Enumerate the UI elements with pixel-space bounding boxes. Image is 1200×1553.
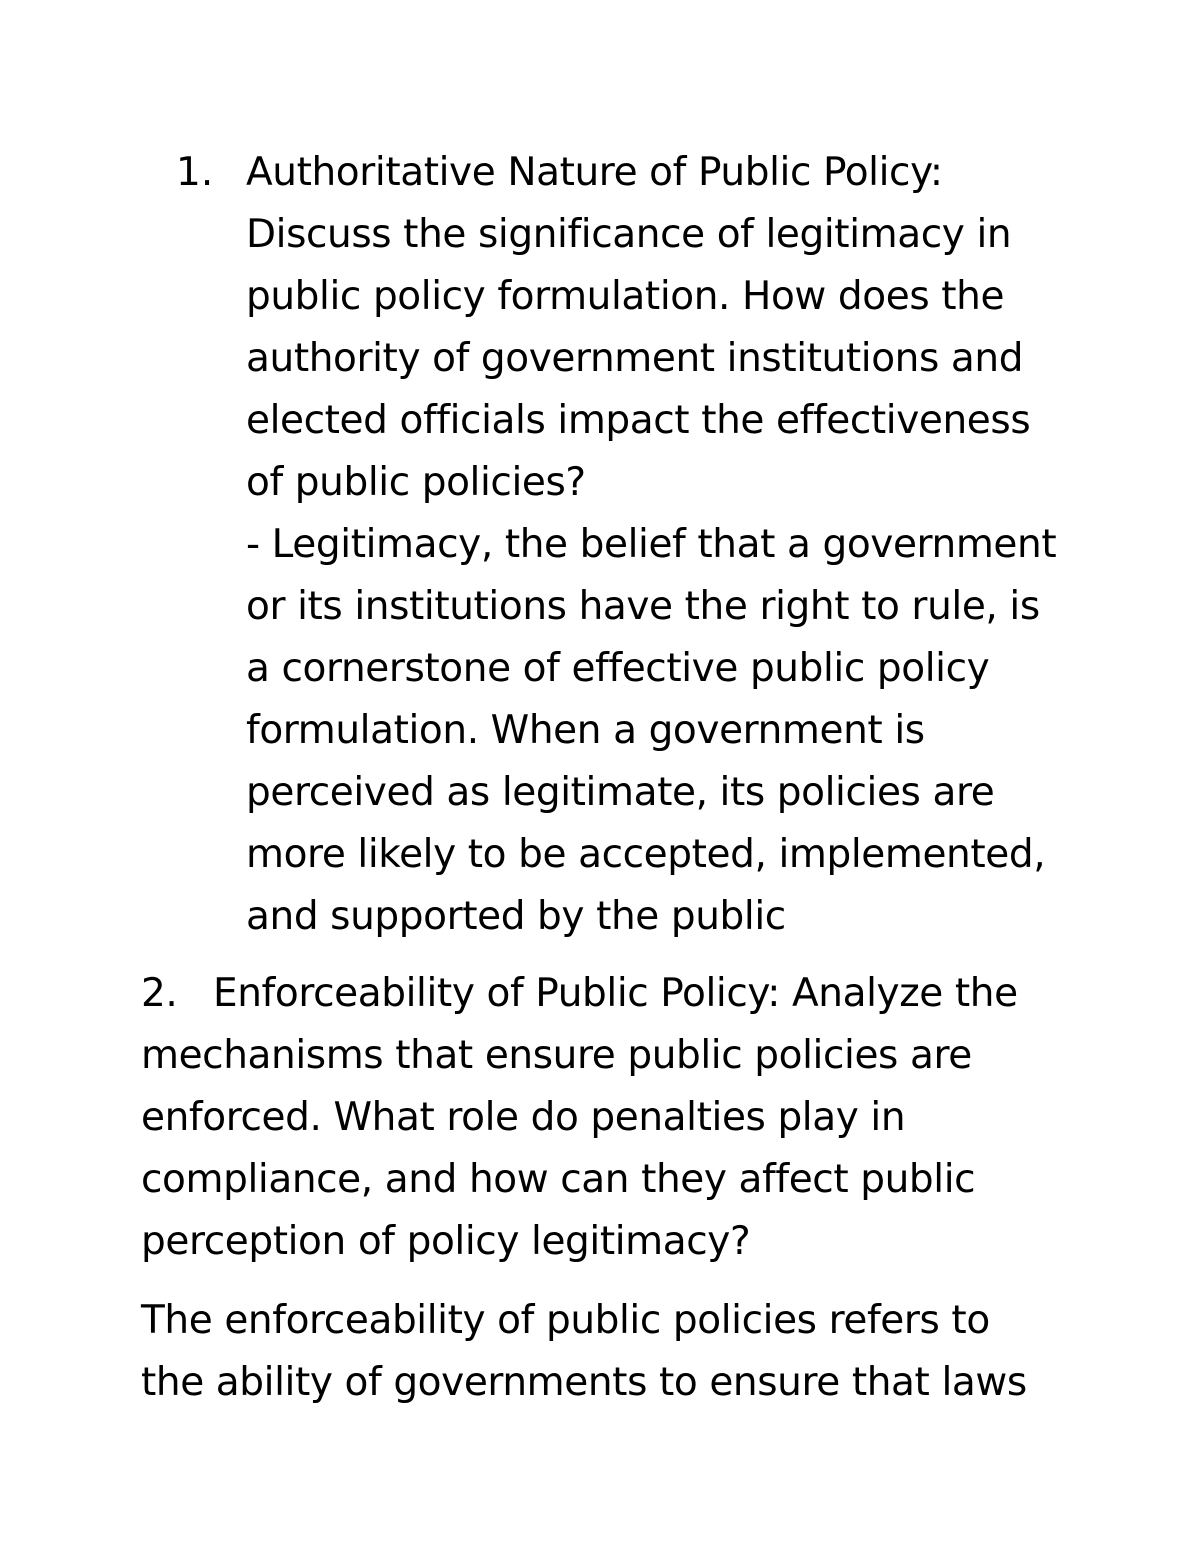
list-number-1: 1. [176, 150, 214, 195]
question-1-line: public policy formulation. How does the [246, 274, 1005, 319]
answer-1-line: a cornerstone of effective public policy [246, 646, 990, 691]
question-2-line: compliance, and how can they affect public [141, 1157, 976, 1202]
question-2-line: mechanisms that ensure public policies are [141, 1033, 972, 1078]
question-1-line: Authoritative Nature of Public Policy: [246, 150, 943, 195]
answer-1-line: perceived as legitimate, its policies are [246, 770, 995, 815]
question-1-line: of public policies? [246, 460, 586, 505]
question-2-line: Enforceability of Public Policy: Analyze the [213, 971, 1018, 1016]
question-1-line: Discuss the significance of legitimacy in [246, 212, 1012, 257]
answer-1-line: formulation. When a government is [246, 708, 925, 753]
question-2-first-line [141, 963, 1018, 1025]
list-item-1 [246, 142, 1056, 948]
question-1-line: authority of government institutions and [246, 336, 1024, 381]
list-number-2: 2. [141, 971, 178, 1016]
answer-1-line: - Legitimacy, the belief that a government [246, 522, 1057, 567]
question-2-line: enforced. What role do penalties play in [141, 1095, 906, 1140]
paragraph-line: the ability of governments to ensure that laws [141, 1360, 1027, 1405]
paragraph-line: The enforceability of public policies refers to [141, 1298, 990, 1343]
question-2-line: perception of policy legitimacy? [141, 1219, 751, 1264]
list-item-2 [141, 963, 1018, 1273]
question-1-line: elected officials impact the effectiveness [246, 398, 1031, 443]
answer-1-line: more likely to be accepted, implemented, [246, 832, 1046, 877]
body-paragraph [141, 1290, 1027, 1414]
answer-1-line: or its institutions have the right to rule, is [246, 584, 1040, 629]
answer-1-line: and supported by the public [246, 894, 786, 939]
